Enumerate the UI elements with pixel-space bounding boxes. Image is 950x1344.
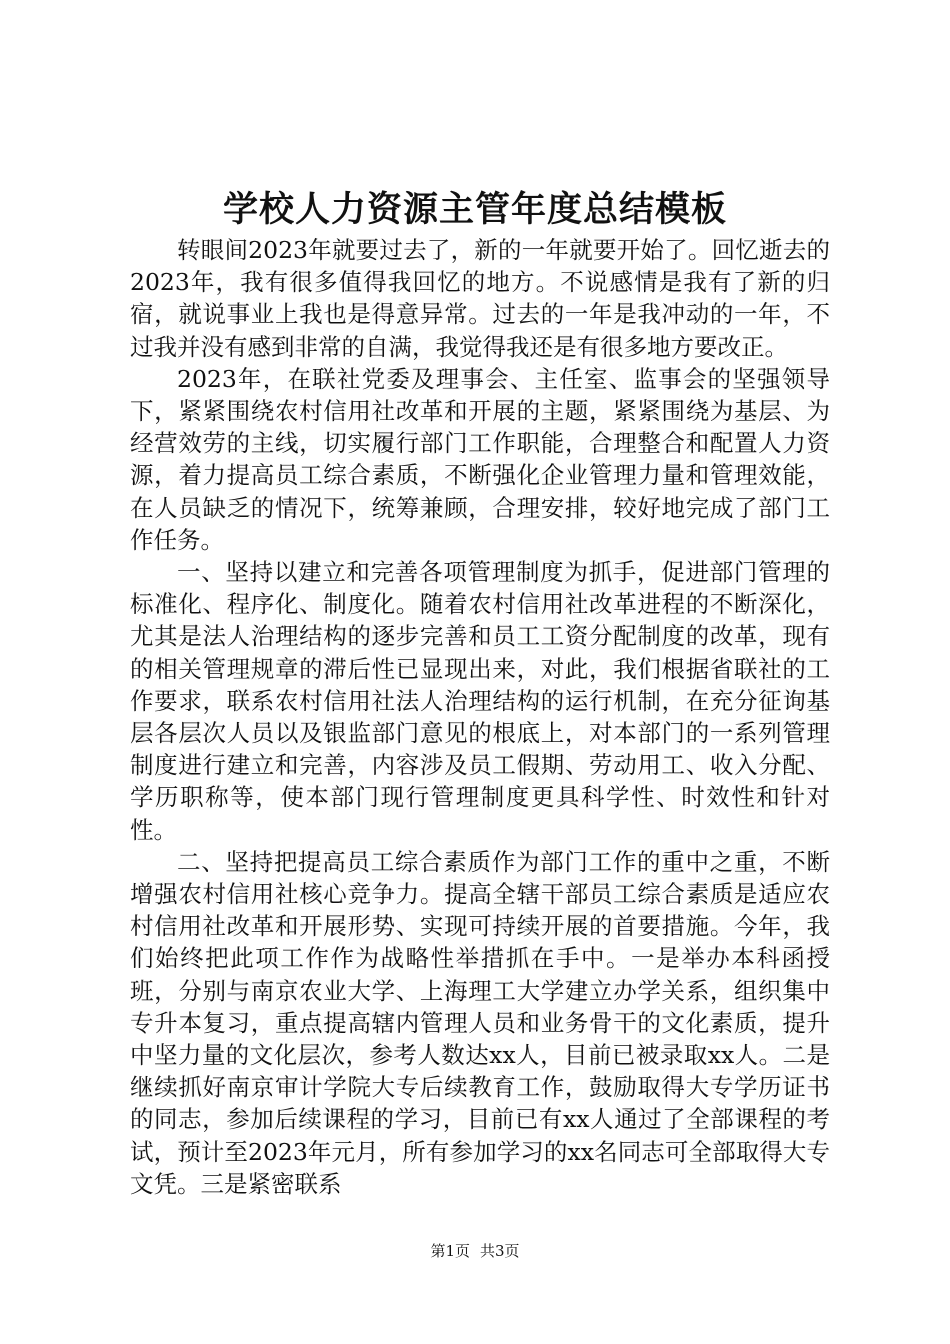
paragraph-intro: 转眼间2023年就要过去了，新的一年就要开始了。回忆逝去的2023年，我有很多值得我回忆的地方。不说感情是我有了新的归宿，就说事业上我也是得意异常。过去的一年是我冲动的一年，不过我并没有感到非常的自满，我觉得我还是有很多地方要改正。 <box>130 236 830 361</box>
paragraph-overview: 2023年，在联社党委及理事会、主任室、监事会的坚强领导下，紧紧围绕农村信用社改革和开展的主题，紧紧围绕为基层、为经营效劳的主线，切实履行部门工作职能，合理整合和配置人力资源，着力提高员工综合素质，不断强化企业管理力量和管理效能，在人员缺乏的情况下，统筹兼顾，合理安排，较好地完成了部门工作任务。 <box>130 364 830 554</box>
paragraph-section-two: 二、坚持把提高员工综合素质作为部门工作的重中之重，不断增强农村信用社核心竞争力。提高全辖干部员工综合素质是适应农村信用社改革和开展形势、实现可持续开展的首要措施。今年，我们始终把此项工作作为战略性举措抓在手中。一是举办本科函授班，分别与南京农业大学、上海理工大学建立办学关系，组织集中专升本复习，重点提高辖内管理人员和业务骨干的文化素质，提升中坚力量的文化层次，参考人数达xx人，目前已被录取xx人。二是继续抓好南京审计学院大专后续教育工作，鼓励取得大专学历证书的同志，参加后续课程的学习，目前已有xx人通过了全部课程的考试，预计至2023年元月，所有参加学习的xx名同志可全部取得大专文凭。三是紧密联系 <box>130 847 830 1198</box>
document-body <box>130 234 830 1200</box>
page-number: 第1页 <box>430 1242 470 1260</box>
page-total: 共3页 <box>480 1242 520 1260</box>
page-footer <box>0 1241 950 1261</box>
paragraph-section-one: 一、坚持以建立和完善各项管理制度为抓手，促进部门管理的标准化、程序化、制度化。随着农村信用社改革进程的不断深化，尤其是法人治理结构的逐步完善和员工工资分配制度的改革，现有的相关管理规章的滞后性已显现出来，对此，我们根据省联社的工作要求，联系农村信用社法人治理结构的运行机制，在充分征询基层各层次人员以及银监部门意见的根底上，对本部门的一系列管理制度进行建立和完善，内容涉及员工假期、劳动用工、收入分配、学历职称等，使本部门现行管理制度更具科学性、时效性和针对性。 <box>130 558 830 844</box>
document-title: 学校人力资源主管年度总结模板 <box>222 189 727 230</box>
